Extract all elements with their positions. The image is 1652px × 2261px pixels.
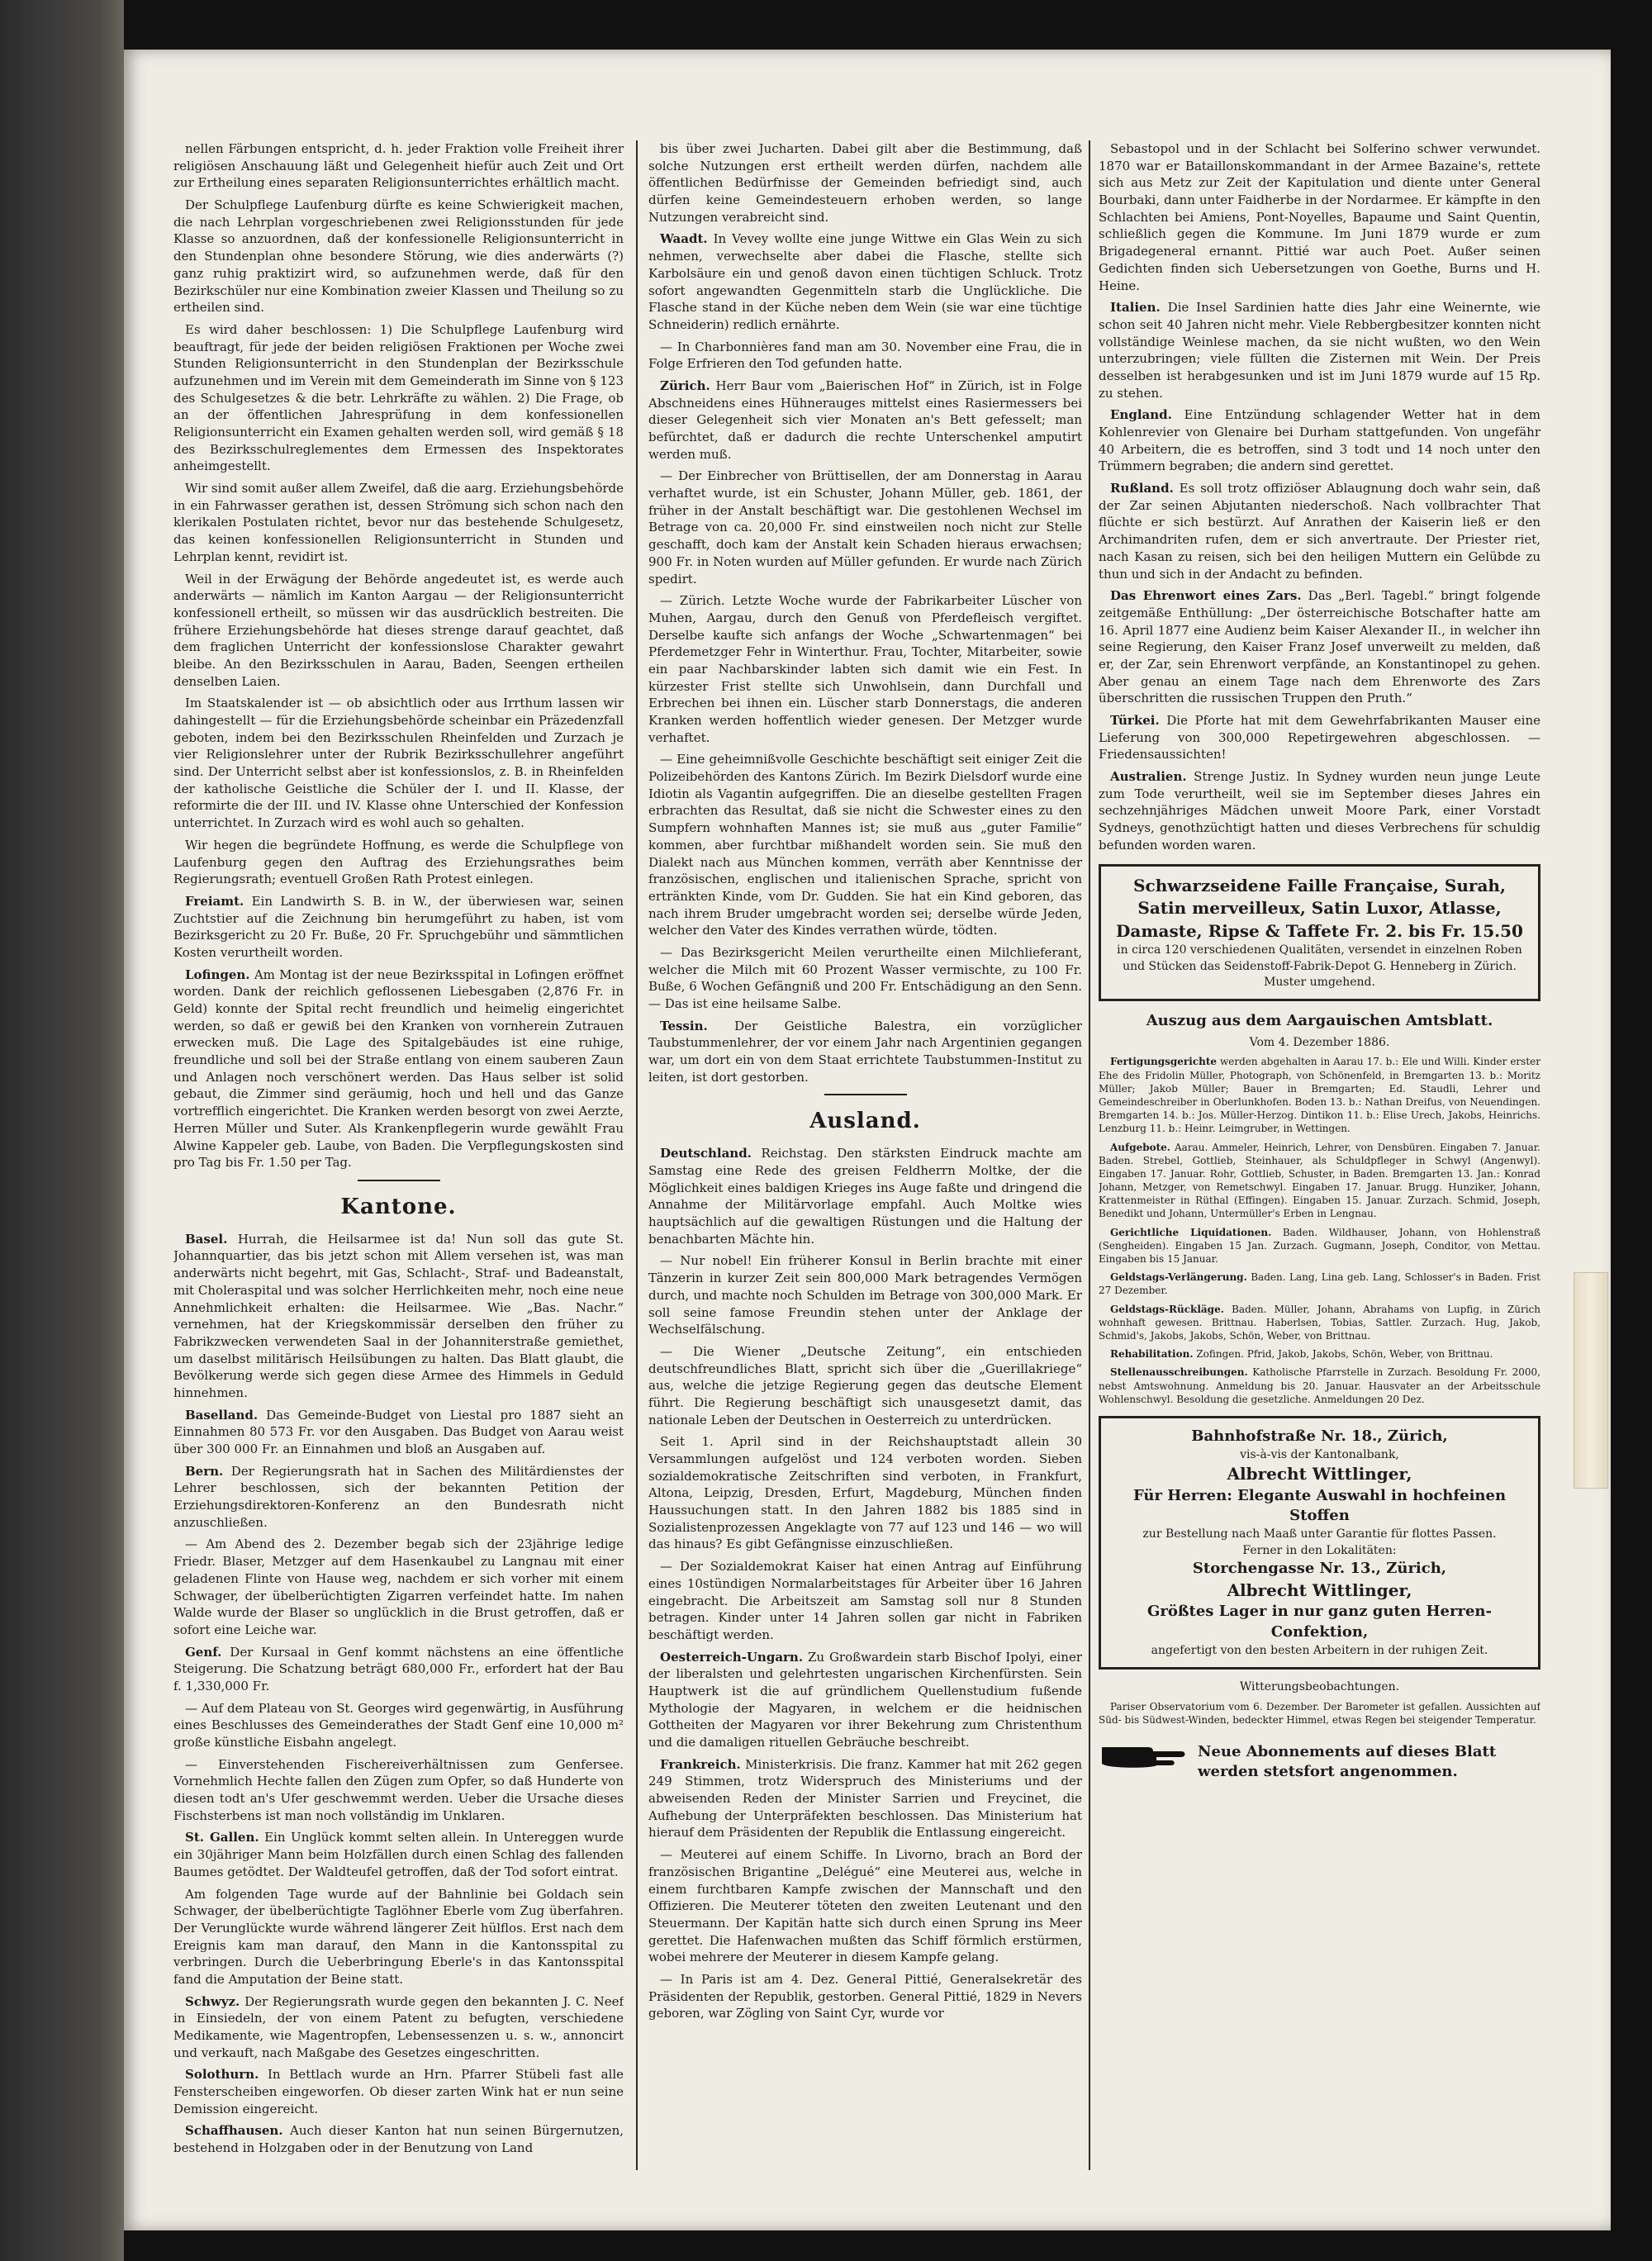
item-text: Das „Berl. Tagebl.“ bringt folgende zeitgemäße Enthüllung: „Der österreichische Botschafter hatte am 16. April 1877 eine Audienz beim Kaiser Alexander II., in welcher ihn seine Regierung, den Kaiser Franz Josef unverweilt zu melden, daß er, der Zar, sein Ehrenwort verpfände, an Konstantinopel zu gehen. Aber genau an einem Tage nach dem Ehrenworte des Zars überschritten die russischen Truppen den Pruth.“: [1099, 588, 1540, 706]
ad-line: Damaste, Ripse & Taffete Fr. 2. bis Fr. 15.50: [1116, 920, 1523, 941]
news-item: [1099, 587, 1540, 707]
book-binding-edge: [0, 0, 124, 2261]
place-heading: Genf.: [185, 1644, 222, 1660]
place-heading: Türkei.: [1110, 713, 1160, 728]
item-text: Strenge Justiz. In Sydney wurden neun junge Leute zum Tode verurtheilt, weil sie im September dieses Jahres ein sechzehnjähriges Mädchen unweit Moore Park, einer Vorstadt Sydneys, genothzüchtigt hatten und dieses Verbrechens für schuldig befunden worden waren.: [1099, 769, 1540, 853]
paragraph: Der Schulpflege Laufenburg dürfte es keine Schwierigkeit machen, die nach Lehrplan vorgeschriebenen zwei Religionsstunden für jede Klasse so anzuordnen, daß der konfessionelle Religionsunterricht in den Stundenplan ohne besondere Störung, wie dies anderwärts (?) ganz ruhig praktizirt wird, so aufzunehmen werde, daß für den Bezirkschüler nur eine Kombination zweier Klassen und Theilung so zu ertheilen sind.: [173, 197, 624, 316]
news-item: [1099, 480, 1540, 582]
place-heading: Schwyz.: [185, 1993, 240, 2009]
bulletin-item: [1099, 1366, 1540, 1406]
ad-line: Bahnhofstraße Nr. 18., Zürich,: [1191, 1427, 1448, 1445]
item-text: Ein Landwirth S. B. in W., der überwiesen war, seinen Zuchtstier auf die Zeichnung bin herumgeführt zu haben, ist vom Bezirksgericht zu 20 Fr. Buße, 20 Fr. Spruchgebühr und sämmtlichen Kosten verurtheilt worden.: [173, 893, 624, 960]
paragraph: nellen Färbungen entspricht, d. h. jeder Fraktion volle Freiheit ihrer religiösen Anschauung läßt und Gelegenheit hiefür auch Zeit und Ort zur Ertheilung eines separaten Religionsunterrichtes erhältlich macht.: [173, 141, 624, 191]
news-item: [173, 1407, 624, 1458]
ad-line: in circa 120 verschiedenen Qualitäten, versendet in einzelnen Roben und Stücken das Seidenstoff-Fabrik-Depot G. Henneberg in Zürich. Muster umgehend.: [1117, 943, 1522, 989]
paragraph: — Der Sozialdemokrat Kaiser hat einen Antrag auf Einführung eines 10stündigen Normalarbeitstages für Arbeiter über 16 Jahren eingebracht. Die Arbeitszeit am Samstag soll nur 8 Stunden betragen. Kinder unter 14 Jahren sollen gar nicht in Fabriken beschäftigt werden.: [648, 1559, 1082, 1642]
official-gazette-extract: [1099, 1011, 1540, 1406]
item-text: Herr Baur vom „Baierischen Hof“ in Zürich, ist in Folge Abschneidens eines Hühnerauges mittelst eines Rasiermessers bei dieser Gelegenheit sich vier Monaten an's Bett gefesselt; man befürchtet, daß er dadurch die rechte Unterschenkel amputirt werden muß.: [648, 378, 1082, 462]
news-item: [648, 1145, 1082, 1247]
item-text: Reichstag. Den stärksten Eindruck machte am Samstag eine Rede des greisen Feldherrn Moltke, der die Möglichkeit eines baldigen Krieges ins Auge faßte und dringend die Annahme der Militärvorlage empfahl. Auch Moltke wies hauptsächlich auf die gewaltigen Rüstungen und die Haltung der benachbarten Mächte hin.: [648, 1146, 1082, 1247]
place-heading: Frankreich.: [660, 1756, 741, 1772]
bulletin-text: Baden. Müller, Johann, Abrahams von Lupfig, in Zürich wohnhaft gewesen. Brittnau. Haberlsen, Tobias, Sattler. Zurzach. Hug, Jakob, Schmid's, Jakobs, Jakobs, Schön, Weber, von Brittnau.: [1099, 1303, 1540, 1342]
paragraph: — Zürich. Letzte Woche wurde der Fabrikarbeiter Lüscher von Muhen, Aargau, durch den Genuß von Pferdefleisch vergiftet. Derselbe kaufte sich anfangs der Woche „Schwartenmagen“ bei Pferdemetzger Fehr in Winterthur. Frau, Tochter, Mitarbeiter, sowie ein paar Nachbarskinder labten sich damit wie ein Fest. In kürzester Frist stellte sich Unwohlsein, dann Durchfall und Erbrechen bei ihnen ein. Lüscher starb Donnerstags, die anderen Kranken werden hoffentlich wieder genesen. Der Metzger wurde verhaftet.: [648, 593, 1082, 745]
paragraph: Es wird daher beschlossen: 1) Die Schulpflege Laufenburg wird beauftragt, für jede der beiden religiösen Fraktionen per Woche zwei Stunden Religionsunterricht in den Stundenplan der Bezirksschule aufzunehmen und im Verein mit dem Gemeinderath im Sinne von § 123 des Schulgesetzes & die betr. Lehrkräfte zu wählen. 2) Die Frage, ob an der öffentlichen Jahresprüfung in dem konfessionellen Religionsunterricht ein Examen gehalten werden soll, wird gemäß § 18 des Bezirksschulreglementes dem Ermessen des Inspektorates anheimgestellt.: [173, 321, 624, 474]
weather-report: [1099, 1679, 1540, 1727]
item-text: Die Pforte hat mit dem Gewehrfabrikanten Mauser eine Lieferung von 300,000 Repetirgewehren abgeschlossen. — Friedensaussichten!: [1099, 713, 1540, 762]
item-text: Der Geistliche Balestra, ein vorzüglicher Taubstummenlehrer, der vor einem Jahr nach Argentinien gegangen war, um dort ein von dem Staat errichtete Taubstummen-Institut zu leiten, ist dort gestorben.: [648, 1018, 1082, 1085]
place-heading: Australien.: [1110, 769, 1187, 785]
paragraph: — Eine geheimnißvolle Geschichte beschäftigt seit einiger Zeit die Polizeibehörden des Kantons Zürich. Im Bezirk Dielsdorf wurde eine Idiotin als Vagantin aufgegriffen. Die an dieselbe gestellten Fragen erbrachten das Resultat, daß sie nicht die Schwester eines zu den Sumpfern wohnhaften Mannes ist; sie muß aus „guter Familie“ kommen, aber furchtbar mißhandelt worden sein. Sie muß den Dialekt nach aus München kommen, verräth aber Kenntnisse der französischen, englischen und italienischen Sprache, spricht von ertränkten Kinde, vom Dr. Gudden. Sie hat ein Kind geboren, das nach ihrem Bruder umgebracht worden sei; derselbe würde Jeden, welcher den Vater des Kindes verrathen würde, tödten.: [648, 752, 1082, 938]
news-item: [173, 1463, 624, 1532]
place-heading: Baselland.: [185, 1407, 259, 1423]
paragraph: — Der Einbrecher von Brüttisellen, der am Donnerstag in Aarau verhaftet wurde, ist ein Schuster, Johann Müller, geb. 1861, der früher in der Anstalt beschäftigt war. Die gestohlenen Wechsel im Betrage von ca. 20,000 Fr. sind einstweilen noch nicht zur Stelle geschafft, doch kam der Anstalt kein Schaden hieraus erwachsen; 900 Fr. in Noten wurden auf Müller gefunden. Er wurde nach Zürich spedirt.: [648, 468, 1082, 587]
ad-line: Für Herren: Elegante Auswahl in hochfeinen Stoffen: [1132, 1486, 1507, 1525]
place-heading: Oesterreich-Ungarn.: [660, 1649, 804, 1665]
item-text: Auch dieser Kanton hat nun seinen Bürgernutzen, bestehend in Holzgaben oder in der Benutzung von Land: [173, 2123, 624, 2156]
weather-text: Pariser Observatorium vom 6. Dezember. Der Barometer ist gefallen. Aussichten auf Süd- bis Südwest-Winden, bedeckter Himmel, etwas Regen bei steigender Temperatur.: [1099, 1701, 1540, 1727]
item-text: Ministerkrisis. Die franz. Kammer hat mit 262 gegen 249 Stimmen, trotz Widerspruch des Ministeriums und der abweisenden Reden der Minister Sarrien und Freycinet, die Aufhebung der Unterpräfekten beschlossen. Das Ministerium hat hierauf dem Präsidenten der Republik die Entlassung eingereicht.: [648, 1756, 1082, 1841]
news-item: [1099, 768, 1540, 853]
paragraph: — Am Abend des 2. Dezember begab sich der 23jährige ledige Friedr. Blaser, Metzger auf dem Hasenkaubel zu Langnau mit einer geladenen Flinte von Hause weg, nachdem er sich vorher mit einem Schwager, der übelberüchtigten Zigarren verfeindet hatte. Im nahen Walde wurde der Blaser so unglücklich in die Brust getroffen, daß er sofort eine Leiche war.: [173, 1537, 624, 1637]
ad-line: Größtes Lager in nur ganz guten Herren-Confektion,: [1147, 1603, 1492, 1641]
paragraph: — Meuterei auf einem Schiffe. In Livorno, brach an Bord der französischen Brigantine „Delégué“ eine Meuterei aus, welche in einem furchtbaren Kampfe zwischen der Mannschaft und den Offizieren. Die Meuterer töteten den zweiten Leutenant und den Steuermann. Der Kapitän hatte sich durch einen Sprung ins Meer gerettet. Die Hafenwachen mußten das Schiff förmlich erstürmen, wobei mehrere der Meuterer in diesem Kampfe gelang.: [648, 1847, 1082, 1965]
bulletin-item: [1099, 1347, 1540, 1361]
news-item: [1099, 406, 1540, 475]
ad-line: Storchengasse Nr. 13., Zürich,: [1192, 1559, 1447, 1577]
news-item: [1099, 299, 1540, 401]
bulletin-text: Baden. Wildhauser, Johann, von Hohlenstraß (Sengheiden). Eingaben 15 Jan. Zurzach. Gugmann, Joseph, Conditor, von Mettau. Eingaben bis 15 Januar.: [1099, 1226, 1540, 1266]
place-heading: Deutschland.: [660, 1146, 752, 1161]
place-heading: Zürich.: [660, 378, 710, 393]
item-text: Hurrah, die Heilsarmee ist da! Nun soll das gute St. Johannquartier, das bis jetzt schon mit Allem versehen ist, was man anderwärts nicht begehrt, mit Gas, Schlacht-, Straf- und Badeanstalt, mit Choleraspital und was solcher Herrlichkeiten mehr, noch eine neue Annehmlichkeit erhalten: die Heilsarmee. Wie „Bas. Nachr.“ vernehmen, hat der Kriegskommissär derselben den früher zu Fabrikzwecken verwendeten Saal in der Johanniterstraße gemiethet, um daselbst militärisch Heilsübungen zu halten. Das Blatt glaubt, die Bevölkerung werde sich gegen diese Armee des Himmels in Geduld hinnehmen.: [173, 1231, 624, 1400]
news-item: [173, 1993, 624, 2062]
paragraph: Seit 1. April sind in der Reichshauptstadt allein 30 Versammlungen aufgelöst und 124 verboten worden. Sieben sozialdemokratische Zeitschriften sind verboten, in Frankfurt, Altona, Leipzig, Dresden, Erfurt, Magdeburg, München finden Haussuchungen statt. In den Jahren 1882 bis 1885 sind in Sozialistenprozessen Angeklagte von 77 auf 123 und 146 — wo will das hinaus? Es gibt Gefängnisse einzuschließen.: [648, 1434, 1082, 1552]
item-text: Der Regierungsrath wurde gegen den bekannten J. C. Neef in Einsiedeln, der von einem Patent zu befugten, verschiedene Medikamente, wie Magentropfen, Lebensessenzen u. s. w., annoncirt und verkauft, nach Maßgabe des Gesetzes eingeschritten.: [173, 1993, 624, 2060]
section-divider: [358, 1180, 440, 1181]
section-heading-kantone: Kantone.: [340, 1194, 457, 1219]
item-text: Zu Großwardein starb Bischof Ipolyi, einer der liberalsten und gelehrtesten ungarischen Kirchenfürsten. Sein Hauptwerk ist die auf gründlichem Quellenstudium fußende Mythologie der Magyaren, in welchem er die heidnischen Gottheiten der Magyaren vor ihrer Bekehrung zum Christenthum und die damaligen rituellen Gebräuche beschreibt.: [648, 1649, 1082, 1750]
paragraph: — Auf dem Plateau von St. Georges wird gegenwärtig, in Ausführung eines Beschlusses des Gemeinderathes der Stadt Genf eine 10,000 m² große künstliche Eisbahn angelegt.: [173, 1700, 624, 1750]
place-heading: St. Gallen.: [185, 1830, 259, 1845]
bulletin-text: Zofingen. Pfrid, Jakob, Jakobs, Schön, Weber, von Brittnau.: [1193, 1348, 1493, 1361]
weather-title: Witterungsbeobachtungen.: [1239, 1680, 1400, 1694]
notice-line: Neue Abonnements auf dieses Blatt: [1198, 1742, 1497, 1760]
place-heading: Solothurn.: [185, 2067, 259, 2083]
ad-line: Albrecht Wittlinger,: [1227, 1579, 1412, 1600]
item-text: Die Insel Sardinien hatte dies Jahr eine Weinernte, wie schon seit 40 Jahren nicht mehr. Viele Rebbergbesitzer konnten nicht vollständige Weinlese machen, da sie nicht wußten, wo den Wein unterzubringen; viele füllten die Zisternen mit Wein. Der Preis desselben ist herabgesunken und ist im Juni 1879 wurde auf 15 Rp. zu stehen.: [1099, 300, 1540, 401]
bulletin-item: [1099, 1141, 1540, 1221]
bulletin-text: Katholische Pfarrstelle in Zurzach. Besoldung Fr. 2000, nebst Amtswohnung. Anmeldung bis 20. Januar. Hausvater an der Arbeitsschule Wohlenschwyl. Besoldung die gesetzliche. Anmeldungen 20 Dez.: [1099, 1366, 1540, 1405]
news-item: [173, 967, 624, 1171]
place-heading: Tessin.: [660, 1018, 708, 1033]
paragraph: Weil in der Erwägung der Behörde angedeutet ist, es werde auch anderwärts — nämlich im Kanton Aargau — der Religionsunterricht konfessionell ertheilt, so müssen wir das ausdrücklich bestreiten. Die frühere Erziehungsbehörde hat dieses strenge darauf geachtet, daß dem fraglichen Unterricht der konfessionslose Charakter gewahrt bleibe. An den Bezirksschulen in Aarau, Baden, Seengen ertheilen denselben Laien.: [173, 571, 624, 689]
section-divider: [824, 1094, 907, 1095]
notice-line: werden stetsfort angenommen.: [1198, 1763, 1458, 1781]
news-item: [1099, 712, 1540, 763]
paragraph: Wir hegen die begründete Hoffnung, es werde die Schulpflege von Laufenburg gegen den Auftrag des Erziehungsrathes beim Regierungsrath; eventuell Großen Rath Protest einlegen.: [173, 837, 624, 887]
bulletin-text: werden abgehalten in Aarau 17. b.: Ele und Willi. Kinder erster Ehe des Fridolin Müller, Photograph, von Schönenfeld, in Bremgarten 13. b.: Moritz Müller; Jakob Müller; Bauer in Bremgarten; Ed. Staudli, Lehrer und Gemeindeschreiber in Oberlunkhofen. Boden 13. b.: Nathan Dreifus, von Neuendingen. Bremgarten 14. b.: Jos. Müller-Herzog. Dintikon 11. b.: Elise Urech, Jakobs, Heinrichs. Lenzburg 11. b.: Heinr. Leimgruber, in Wettingen.: [1099, 1056, 1540, 1135]
item-text: Ein Unglück kommt selten allein. In Untereggen wurde ein 30jähriger Mann beim Holzfällen durch einen Schlag des fallenden Baumes getödtet. Der Waldteufel getroffen, daß der Tod sofort eintrat.: [173, 1830, 624, 1879]
item-text: Der Kursaal in Genf kommt nächstens an eine öffentliche Steigerung. Die Schatzung beträgt 680,000 Fr., erfordert hat der Bau f. 1,330,000 Fr.: [173, 1644, 624, 1693]
tailor-advertisement: [1099, 1416, 1540, 1670]
place-heading: Waadt.: [660, 231, 708, 247]
column-2: [648, 140, 1082, 2162]
news-item: [173, 1231, 624, 1402]
bulletin-date: Vom 4. Dezember 1886.: [1249, 1035, 1390, 1049]
news-item: [648, 1756, 1082, 1841]
ad-line: Satin merveilleux, Satin Luxor, Atlasse,: [1137, 898, 1502, 919]
bulletin-heading: Geldstags-Verlängerung.: [1110, 1271, 1247, 1284]
news-item: [173, 1829, 624, 1880]
place-heading: Basel.: [185, 1231, 228, 1247]
news-item: [173, 893, 624, 962]
ad-line: Albrecht Wittlinger,: [1227, 1464, 1412, 1484]
item-text: Es soll trotz offiziöser Ablaugnung doch wahr sein, daß der Zar seinen Abjutanten niederschoß. Nach vollbrachter That flüchte er sich bestürzt. Auf Anrathen der Kaiserin ließ er den Archimandriten rufen, dem er sich anvertraute. Der Priester riet, nach Kasan zu reisen, sich bei den heiligen Muttern ein Gelübde zu thun und sich in der Andacht zu befinden.: [1099, 481, 1540, 582]
ad-line: zur Bestellung nach Maaß unter Garantie für flottes Passen.: [1142, 1527, 1497, 1541]
scan-border: [1611, 0, 1652, 2261]
tape-strip: [1574, 1272, 1608, 1489]
bulletin-text: Aarau. Ammeler, Heinrich, Lehrer, von Densbüren. Eingaben 7. Januar. Baden. Strebel, Gottlieb, Steinhauer, als Schuldpfleger in Schwyl (Angenwyl). Eingaben 17. Januar. Rohr, Gottlieb, Schuster, in Baden. Bremgarten 13. Jan.: Konrad Johann, Metzger, von Remetschwyl. Eingaben 17. Januar. Brugg. Hunziker, Johann, Krattenmeister in Rüthal (Effingen). Eingaben 15. Januar. Zurzach. Schmid, Joseph, Benedikt und Johann, Untermüller's Erben in Lengnau.: [1099, 1141, 1540, 1220]
paragraph: Im Staatskalender ist — ob absichtlich oder aus Irrthum lassen wir dahingestellt — für die Erziehungsbehörde scheinbar ein Präzedenzfall geboten, indem bei den Bezirksschulen Rheinfelden und Zurzach je vier Religionslehrer unter der Rubrik Bezirksschullehrer angeführt sind. Der Unterricht selbst aber ist konfessionslos, z. B. in Rheinfelden der katholische Geistliche die Schüler der I. und II. Klasse, der reformirte die der III. und IV. Klasse ohne Unterschied der Konfession unterrichtet. In Zurzach wird es wohl auch so gehalten.: [173, 696, 624, 831]
news-item: [648, 1018, 1082, 1086]
place-heading: Freiamt.: [185, 893, 244, 909]
column-rule: [1089, 140, 1090, 2170]
news-item: [173, 2122, 624, 2156]
silk-advertisement: [1099, 864, 1540, 1002]
paragraph: bis über zwei Jucharten. Dabei gilt aber die Bestimmung, daß solche Nutzungen erst ertheilt werden dürfen, nachdem alle öffentlichen Bedürfnisse der Gemeinden befriedigt sind, auch dürfen keine Gemeindesteuern erhoben werden, so lange Nutzungen verabreicht sind.: [648, 141, 1082, 225]
paragraph: — Das Bezirksgericht Meilen verurtheilte einen Milchlieferant, welcher die Milch mit 60 Prozent Wasser vermischte, zu 100 Fr. Buße, 6 Wochen Gefängniß und 200 Fr. Entschädigung an den Senn. — Das ist eine heilsame Salbe.: [648, 944, 1082, 1011]
news-item: [648, 230, 1082, 333]
item-text: Das Gemeinde-Budget von Liestal pro 1887 sieht an Einnahmen 80 573 Fr. vor den Ausgaben. Das Budget von Aarau weist über 300 000 Fr. an Einnahmen und bloß an Ausgaben auf.: [173, 1407, 624, 1456]
column-3: [1099, 140, 1540, 2162]
place-heading: Italien.: [1110, 300, 1161, 316]
bulletin-item: [1099, 1055, 1540, 1135]
news-item: [648, 1649, 1082, 1751]
ad-line: angefertigt von den besten Arbeitern in der ruhigen Zeit.: [1151, 1644, 1488, 1657]
section-heading-ausland: Ausland.: [809, 1109, 921, 1134]
bulletin-text: Baden. Lang, Lina geb. Lang, Schlosser's in Baden. Frist 27 Dezember.: [1099, 1271, 1540, 1297]
paragraph: — Die Wiener „Deutsche Zeitung“, ein entschieden deutschfreundliches Blatt, spricht sich über die „Guerillakriege“ aus, welche die jetzige Regierung gegen das deutsche Element führt. Die Regierung beschäftigt sich unausgesetzt damit, das nationale Leben der Deutschen in Oesterreich zu unterdrücken.: [648, 1343, 1082, 1427]
paragraph: Am folgenden Tage wurde auf der Bahnlinie bei Goldach sein Schwager, der übelberüchtigte Taglöhner Eberle vom Zug überfahren. Der Verunglückte wurde während längerer Zeit hülflos. Erst nach dem Ereignis kam man darauf, den Mann in die Kantonsspital zu verbringen. Durch die Ueberbringung Eberle's in das Kantonsspital fand die Amputation der Beine statt.: [173, 1886, 624, 1987]
paragraph: Wir sind somit außer allem Zweifel, daß die aarg. Erziehungsbehörde in ein Fahrwasser gerathen ist, dessen Strömung sich schon nach den klerikalen Postulaten richtet, bevor nur das bestehende Schulgesetz, das keinen konfessionellen Religionsunterricht in Stunden und Lehrplan kennt, revidirt ist.: [173, 481, 624, 564]
ad-line: Ferner in den Lokalitäten:: [1242, 1543, 1397, 1557]
place-heading: Lofingen.: [185, 967, 250, 982]
item-heading: Das Ehrenwort eines Zars.: [1110, 588, 1302, 604]
paragraph: Sebastopol und in der Schlacht bei Solferino schwer verwundet. 1870 war er Bataillonskommandant in der Armee Bazaine's, rettete sich aus Metz zur Zeit der Kapitulation und diente unter General Bourbaki, dann unter Faidherbe in der Nordarmee. Er kämpfte in den Schlachten bei Amiens, Pont-Noyelles, Bapaume und Saint Quentin, schließlich gegen die Kommune. Im Juni 1879 wurde er zum Brigadegeneral ernannt. Pittié war auch Poet. Außer seinen Gedichten finden sich Uebersetzungen von Goethe, Burns und H. Heine.: [1099, 141, 1540, 293]
place-heading: Schaffhausen.: [185, 2123, 283, 2139]
bulletin-heading: Fertigungsgerichte: [1110, 1056, 1218, 1068]
news-item: [173, 2066, 624, 2117]
subscription-notice: [1099, 1736, 1540, 1790]
column-rule: [636, 140, 638, 2170]
paragraph: — Einverstehenden Fischereiverhältnissen zum Genfersee. Vornehmlich Hechte fallen den Zügen zum Opfer, so daß Hunderte von diesen todt an's Ufer geschwemmt werden. Ueber die Ursache dieses Fischsterbens ist man noch vollständig im Unklaren.: [173, 1756, 624, 1823]
column-1: [173, 140, 624, 2162]
paragraph: — In Charbonnières fand man am 30. November eine Frau, die in Folge Erfrieren den Tod gefunden hatte.: [648, 339, 1082, 372]
bulletin-item: [1099, 1303, 1540, 1343]
paragraph: — Nur nobel! Ein früherer Konsul in Berlin brachte mit einer Tänzerin in kurzer Zeit sein 800,000 Mark betragendes Vermögen durch, und machte noch Schulden im Betrage von 300,000 Mark. Er soll seine famose Freundin stehen unter der Anklage der Wechselfälschung.: [648, 1253, 1082, 1337]
ad-line: Schwarzseidene Faille Française, Surah,: [1133, 875, 1506, 895]
ad-line: vis-à-vis der Kantonalbank,: [1240, 1447, 1399, 1461]
bulletin-heading: Stellenausschreibungen.: [1110, 1366, 1248, 1379]
item-text: In Vevey wollte eine junge Wittwe ein Glas Wein zu sich nehmen, verwechselte aber dabei die Flasche, stellte sich Karbolsäure ein und genoß davon einen tüchtigen Schluck. Trotz sofort angewandten Gegenmitteln starb die Unglückliche. Die Flasche stand in der Küche neben dem Wein (sie war eine tüchtige Schneiderin) redlich ernährte.: [648, 231, 1082, 332]
item-text: Am Montag ist der neue Bezirksspital in Lofingen eröffnet worden. Dank der reichlich geflossenen Liebesgaben (2,876 Fr. in Geld) konnte der Spital recht freundlich und heimelig eingerichtet werden, so daß er gewiß bei den Kranken von vornherein Zutrauen erwecken muß. Die Lage des Spitalgebäudes ist eine ruhige, freundliche und soll bei der Straße entlang von einem sauberen Zaun und Anlagen noch verschönert werden. Das Haus selber ist solid gebaut, die Zimmer sind geräumig, hoch und hell und das Ganze vortrefflich eingerichtet. Die Kranken werden besorgt von zwei Aerzte, Herren Müller und Suter. Als Krankenpflegerin wurde gewählt Frau Alwine Kappeler geb. Laube, von Baden. Die Verpflegungskosten sind pro Tag bis Fr. 1.50 per Tag.: [173, 967, 624, 1171]
pointing-hand-icon: [1099, 1739, 1189, 1770]
news-item: [173, 1644, 624, 1695]
item-text: Der Regierungsrath hat in Sachen des Militärdienstes der Lehrer beschlossen, sich der bekannten Petition der Erziehungsdirektoren-Konferenz an den Bundesrath nicht anzuschließen.: [173, 1463, 624, 1530]
bulletin-heading: Geldstags-Rückläge.: [1110, 1303, 1224, 1315]
bulletin-heading: Aufgebote.: [1110, 1141, 1170, 1153]
bulletin-heading: Rehabilitation.: [1110, 1348, 1194, 1361]
bulletin-item: [1099, 1226, 1540, 1266]
place-heading: Bern.: [185, 1463, 224, 1479]
place-heading: Rußland.: [1110, 481, 1174, 496]
news-item: [648, 378, 1082, 463]
bulletin-heading: Gerichtliche Liquidationen.: [1110, 1226, 1272, 1238]
bulletin-item: [1099, 1271, 1540, 1297]
place-heading: England.: [1110, 407, 1172, 423]
bulletin-title: Auszug aus dem Aargauischen Amtsblatt.: [1146, 1012, 1493, 1030]
paragraph: — In Paris ist am 4. Dez. General Pittié, Generalsekretär des Präsidenten der Republik, gestorben. General Pittié, 1829 in Nevers geboren, war Zögling von Saint Cyr, wurde vor: [648, 1971, 1082, 2021]
item-text: Eine Entzündung schlagender Wetter hat in dem Kohlenrevier von Glenaire bei Durham stattgefunden. Von ungefähr 40 Arbeitern, die es betroffen, sind 3 todt und 14 noch unter den Trümmern begraben; die andern sind gerettet.: [1099, 407, 1540, 474]
item-text: In Bettlach wurde an Hrn. Pfarrer Stübeli fast alle Fensterscheiben eingeworfen. Ob dieser zarten Wink hat er nun seine Demission eingereicht.: [173, 2067, 624, 2116]
